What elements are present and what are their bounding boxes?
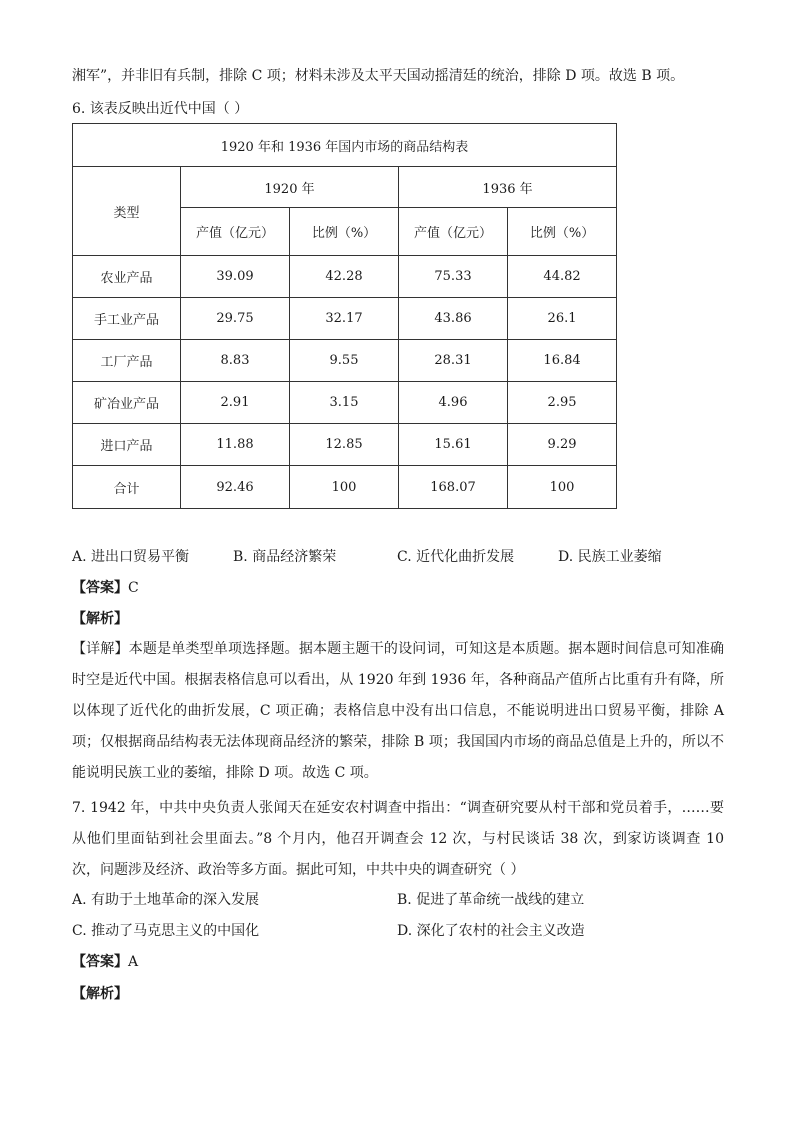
q7-analysis-label: 【解析】	[72, 986, 128, 1002]
q7-option-b: B. 促进了革命统一战线的建立	[397, 892, 585, 908]
table-row	[73, 424, 617, 466]
answer-value: A	[128, 954, 139, 970]
value-1920: 8.83	[181, 340, 290, 382]
q7-option-c: C. 推动了马克思主义的中国化	[72, 923, 260, 939]
ratio-header-1920: 比例（%）	[290, 208, 399, 256]
q6-option-d: D. 民族工业萎缩	[558, 549, 662, 565]
table-title: 1920 年和 1936 年国内市场的商品结构表	[73, 124, 617, 167]
table-row	[73, 256, 617, 298]
value-1920: 92.46	[181, 466, 290, 509]
q6-option-a: A. 进出口贸易平衡	[72, 549, 190, 565]
row-type: 合计	[73, 466, 181, 509]
value-1936: 15.61	[399, 424, 508, 466]
row-type: 工厂产品	[73, 340, 181, 382]
value-1936: 28.31	[399, 340, 508, 382]
table-row	[73, 466, 617, 509]
previous-explanation-tail: 湘军”，并非旧有兵制，排除 C 项；材料未涉及太平天国动摇清廷的统治，排除 D 项。故选 B 项。	[72, 68, 685, 84]
value-1920: 2.91	[181, 382, 290, 424]
q7-answer	[72, 952, 138, 972]
q6-option-b: B. 商品经济繁荣	[233, 549, 337, 565]
year-1920-header: 1920 年	[181, 167, 399, 208]
ratio-1920: 9.55	[290, 340, 399, 382]
value-1920: 29.75	[181, 298, 290, 340]
q6-option-c: C. 近代化曲折发展	[397, 549, 515, 565]
table-row	[73, 298, 617, 340]
ratio-1920: 42.28	[290, 256, 399, 298]
table-row	[73, 340, 617, 382]
row-type: 进口产品	[73, 424, 181, 466]
ratio-1936: 26.1	[508, 298, 617, 340]
value-1920: 39.09	[181, 256, 290, 298]
row-type: 手工业产品	[73, 298, 181, 340]
row-type: 矿冶业产品	[73, 382, 181, 424]
q6-detail-paragraph: 【详解】本题是单类型单项选择题。据本题主题干的设问词，可知这是本质题。据本题时间信息可知准确时空是近代中国。根据表格信息可以看出，从 1920 年到 1936 年，各种商品产值所占比重有升有降，所以体现了近代化的曲折发展，C 项正确；表格信息中没有出口信息，不能说明进出口贸易平衡，排除 A 项；仅根据商品结构表无法体现商品经济的繁荣，排除 B 项；我国国内市场的商品总值是上升的，所以不能说明民族工业的萎缩，排除 D 项。故选 C 项。	[72, 641, 724, 781]
ratio-1936: 44.82	[508, 256, 617, 298]
ratio-1936: 100	[508, 466, 617, 509]
q7-option-d: D. 深化了农村的社会主义改造	[397, 923, 585, 939]
ratio-1936: 9.29	[508, 424, 617, 466]
value-1920: 11.88	[181, 424, 290, 466]
value-1936: 43.86	[399, 298, 508, 340]
value-1936: 168.07	[399, 466, 508, 509]
ratio-1920: 12.85	[290, 424, 399, 466]
value-header-1920: 产值（亿元）	[181, 208, 290, 256]
year-1936-header: 1936 年	[399, 167, 617, 208]
answer-label: 【答案】	[72, 954, 128, 970]
type-header: 类型	[73, 167, 181, 256]
value-header-1936: 产值（亿元）	[399, 208, 508, 256]
ratio-1920: 3.15	[290, 382, 399, 424]
ratio-1936: 2.95	[508, 382, 617, 424]
answer-value: C	[128, 580, 139, 596]
q7-option-a: A. 有助于土地革命的深入发展	[72, 892, 260, 908]
question-7-stem: 7. 1942 年，中共中央负责人张闻天在延安农村调查中指出：“调查研究要从村干部和党员着手，……要从他们里面钻到社会里面去。”8 个月内，他召开调查会 12 次，与村民谈话 38 次，到家访谈调查 10 次，问题涉及经济、政治等多方面。据此可知，中共中央的调查研究（ ）	[72, 800, 724, 878]
table-row	[73, 382, 617, 424]
ratio-header-1936: 比例（%）	[508, 208, 617, 256]
commodity-structure-table	[72, 123, 617, 509]
ratio-1920: 32.17	[290, 298, 399, 340]
value-1936: 75.33	[399, 256, 508, 298]
value-1936: 4.96	[399, 382, 508, 424]
ratio-1920: 100	[290, 466, 399, 509]
question-6-stem: 6. 该表反映出近代中国（ ）	[72, 101, 249, 117]
ratio-1936: 16.84	[508, 340, 617, 382]
answer-label: 【答案】	[72, 580, 128, 596]
row-type: 农业产品	[73, 256, 181, 298]
q6-analysis-label: 【解析】	[72, 611, 128, 627]
q6-answer	[72, 578, 139, 598]
